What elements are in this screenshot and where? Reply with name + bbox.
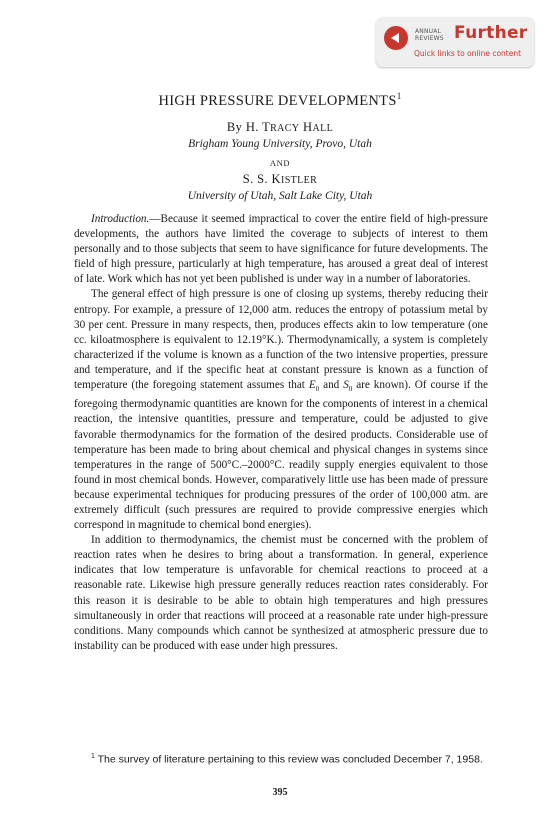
paragraph-reaction-rates: In addition to thermodynamics, the chemist must be concerned with the problem of reaction rates when he desires to bring about a transformation. In general, experience indicates that low temperature is unfavorable for chemical reactions to proceed at a reasonable rate. Likewise high pressure generally reduces reaction rates considerably. For this reason it is desirable to be able to obtain high temperatures and high pressures simultaneously in order that reactions will proceed at a reasonable rate under high-pressure conditions. Many compounds which cannot be synthesized at atmospheric pressure due to instability can be produced with ease under high pressures. [74, 534, 488, 652]
annual-reviews-further-badge[interactable] [376, 17, 534, 67]
author-1: By H. TRACY HALL [226, 120, 334, 134]
brand-annual: ANNUAL [415, 28, 442, 35]
author-1-affiliation: Brigham Young University, Provo, Utah [188, 138, 372, 150]
play-arrow-icon[interactable] [384, 26, 408, 50]
title-footnote-mark[interactable]: 1 [396, 91, 402, 101]
article-title: HIGH PRESSURE DEVELOPMENTS$^1$ [158, 91, 402, 109]
footnote: $^1$ The survey of literature pertaining to this review was concluded December 7, 1958. [91, 753, 483, 766]
author-2: S. S. KISTLER [242, 172, 318, 186]
page-number: 395 [272, 787, 288, 798]
and-separator: AND [269, 158, 291, 168]
section-heading-introduction: Introduction. [91, 213, 150, 225]
footnote-mark: 1 [91, 753, 95, 760]
article-body [74, 212, 488, 654]
quick-links-label[interactable]: Quick links to online content [414, 49, 522, 58]
paragraph-thermodynamics: The general effect of high pressure is one of closing up systems, thereby reducing their entropy. For example, a pressure of 12,000 atm. reduces the entropy of potassium metal by 30 per cent. Pressure in many respects, then, produces effects akin to low temperature (one cc. kiloatmosphere is equivalent to 12.19°K.). Thermodynamically, a system is completely characterized if the volume is known as a function of the two intensive properties, pressure and temperature, and if the specific heat at constant pressure is known as a function of temperature (the foregoing statement assumes that $E_0$ and $S_0$ are known). Of course if the foregoing thermodynamic quantities are known for the components of interest in a chemical reaction, the intensive quantities, pressure and temperature, could be adjusted to give favorable thermodynamics for the formation of the desired products. Considerable use of temperature has been made to bring about chemical and physical changes in systems since temperatures in the range of 500°C.–2000°C. readily supply energies equivalent to those found in most chemical bonds. However, comparatively little use has been made of pressure because experimental techniques for producing pressures of the order of 100,000 atm. are extremely difficult (such pressures are required to provide compressive energies which correspond in magnitude to chemical bond energies). [74, 288, 488, 532]
paragraph-introduction: Introduction.—Because it seemed impractical to cover the entire field of high-pressure developments, the authors have limited the coverage to subjects of interest to them personally and to those subjects that seem to have significance for future developments. The field of high pressure, particularly at high temperature, has aroused a great deal of interest of late. Work which has not yet been published is under way in a number of laboratories. [74, 213, 488, 286]
further-label[interactable]: Further [454, 23, 528, 43]
author-2-affiliation: University of Utah, Salt Lake City, Utah [187, 190, 373, 202]
brand-reviews: REVIEWS [415, 35, 444, 42]
